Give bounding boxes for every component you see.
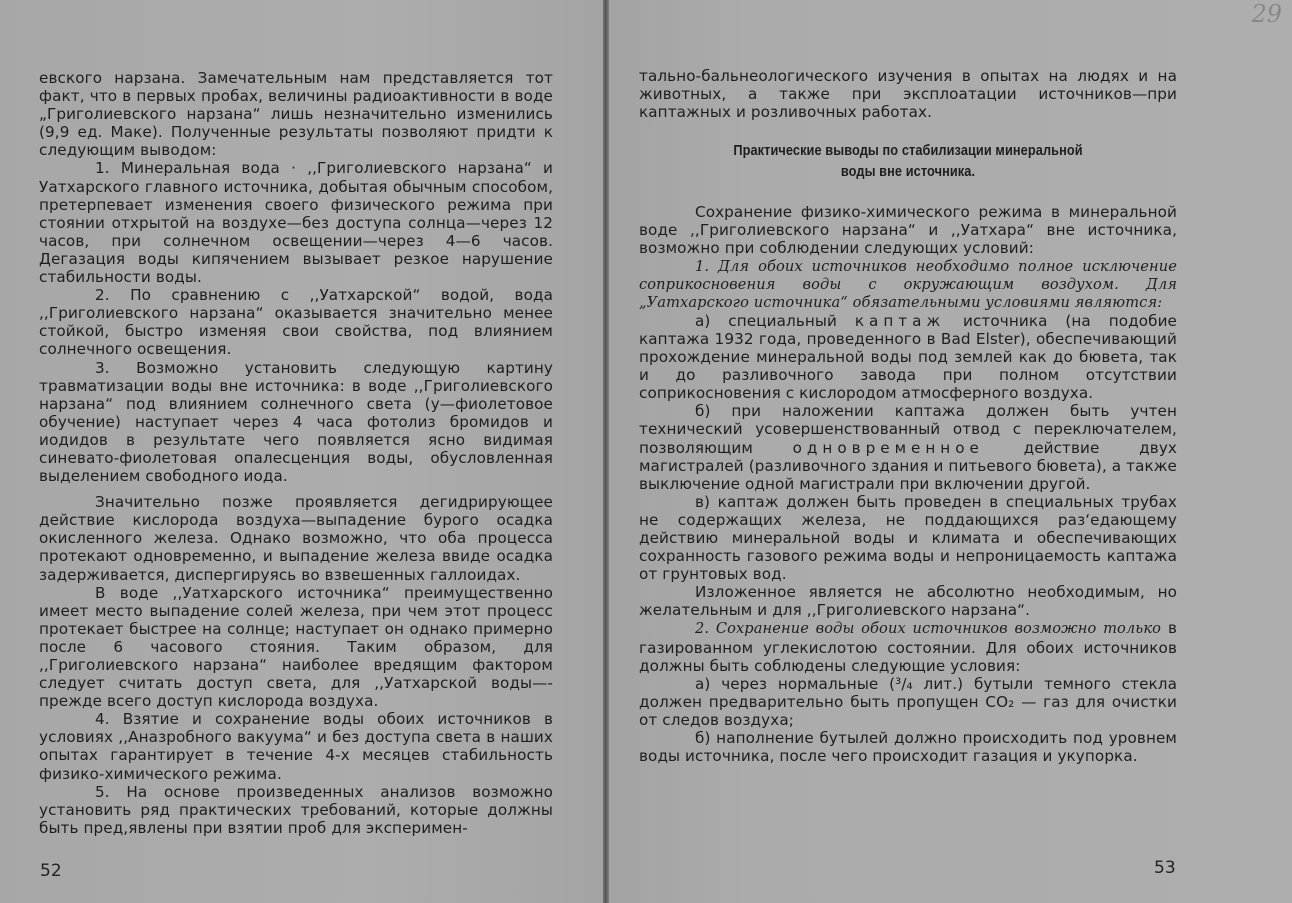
- paragraph: [639, 675, 1177, 729]
- fraction: ³/₄: [895, 674, 913, 693]
- paragraph: Сохранение физико-химического режима в минеральной воде ,,Григолиевского нарзана“ и ,,Уатхара“ вне источника, возможно при соблюдении следующих условий:: [639, 203, 1177, 258]
- heading-line-2: воды вне источника.: [840, 164, 976, 181]
- page-number: 52: [40, 861, 62, 881]
- section-heading: [671, 141, 1144, 183]
- paragraph: б) наполнение бутылей должно происходить под уровнем воды источника, после чего происходит газация и укупорка.: [639, 729, 1177, 766]
- paragraph-italic: 1. Для обоих источников необходимо полное исключение соприкосновения воды с окружающим воздухом. Для „Уатхарского источника“ обязательными условиями являются:: [639, 257, 1177, 311]
- paragraph: [639, 312, 1177, 402]
- archive-stamp: 29: [1251, 0, 1282, 28]
- left-page-text: [39, 69, 553, 837]
- text: в газированном углекислотою состоянии. Для обоих источников должны быть соблюдены следующие условия:: [639, 619, 1177, 675]
- text: б) при наложении каптажа должен быть учтен технический усовершенствованный отвод с переключателем, позволяющим: [639, 402, 1177, 457]
- page-number: 53: [1154, 858, 1176, 878]
- paragraph: тально-бальнеологического изучения в опытах на людях и на животных, а также при эксплоатации источников—при каптажных и розливочных работах.: [639, 67, 1177, 122]
- right-page: [609, 0, 1292, 903]
- paragraph: евского нарзана. Замечательным нам представляется тот факт, что в первых пробах, величины радиоактивности в воде „Григолиевского нарзана“ лишь незначительно изменились (9,9 ед. Маке). Полученные результаты позволяют придти к следующим выводом:: [39, 69, 553, 160]
- paragraph: Изложенное является не абсолютно необходимым, но желательным и для ,,Григолиевского нарзана“.: [639, 583, 1177, 620]
- text: а) специальный: [695, 311, 837, 330]
- paragraph: 4. Взятие и сохранение воды обоих источников в условиях ,,Аназробного вакуума“ и без доступа света в наших опытах гарантирует в течение 4-х месяцев стабильность физико-химического режима.: [39, 710, 553, 783]
- left-page: [0, 0, 603, 903]
- text: действие двух магистралей (разливочного здания и питьевого бювета), а также выключение одной магистрали при включении другой.: [639, 438, 1178, 493]
- text: а) через нормальные (: [695, 674, 896, 693]
- paragraph: [639, 619, 1177, 674]
- paragraph: 1. Минеральная вода · ,,Григолиевского нарзана“ и Уатхарского главного источника, добытая обычным способом, претерпевает изменения своего физического режима при стоянии отхрытой на воздухе—без доступа солнца—через 12 часов, при солнечном освещении—через 4—6 часов. Дегазация воды кипячением вызывает резкое нарушение стабильности воды.: [39, 159, 553, 287]
- spaced-text: каптаж: [854, 311, 946, 330]
- text: лит.) бутыли темного стекла должен предварительно быть пропущен CO₂ — газ для очистки от следов воздуха;: [639, 674, 1177, 729]
- text: источника (на подобие каптажа 1932 года, проведенного в Bad Elster), обеспечивающий прохождение минеральной воды под землей как до бювета, так и до разливочного завода при полном отсутствии соприкосновения с кислородом атмосферного воздуха.: [639, 311, 1177, 403]
- heading-line-1: Практические выводы по стабилизации минеральной: [733, 143, 1083, 160]
- paragraph: [639, 402, 1177, 492]
- right-page-text: [639, 67, 1177, 765]
- paragraph: в) каптаж должен быть проведен в специальных трубах не содержащих железа, не поддающихся раз‘едающему действию минеральной воды и климата и обеспечивающих сохранность газового режима воды и непроницаемость каптажа от грунтовых вод.: [639, 492, 1177, 584]
- spaced-text: одновременное: [792, 438, 984, 457]
- paragraph: 2. По сравнению с ,,Уатхарской“ водой, вода ,,Григолиевского нарзана“ оказывается значительно менее стойкой, быстро изменяя свои свойства, под влиянием солнечного освещения.: [39, 286, 553, 359]
- italic-text: 2. Сохранение воды обоих источников возможно только: [695, 620, 1162, 638]
- paragraph: 3. Возможно установить следующую картину травматизации воды вне источника: в воде ,,Григолиевского нарзана“ под влиянием солнечного света (у—фиолетовое обучение) наступает через 4 часа фотолиз бромидов и иодидов в результате чего появляется ясно видимая синевато-фиолетовая опалесценция воды, обусловленная выделением свободного иода.: [39, 358, 553, 486]
- paragraph: Значительно позже проявляется дегидрирующее действие кислорода воздуха—выпадение бурого осадка окисленного железа. Однако возможно, что оба процесса протекают одновременно, и выпадение железа ввиде осадка задерживается, диспергируясь во взвешенных галлоидах.: [39, 493, 553, 584]
- paragraph: 5. На основе произведенных анализов возможно установить ряд практических требований, которые должны быть пред,явлены при взятии проб для эксперимен-: [39, 782, 553, 837]
- paragraph: В воде ,,Уатхарского источника“ преимущественно имеет место выпадение солей железа, при чем этот процесс протекает быстрее на солнце; наступает он однако примерно после 6 часового стояния. Таким образом, для ,,Григолиевского нарзана“ наиболее вредящим фактором следует считать доступ света, для ,,Уатхарской воды—-прежде всего доступ кислорода воздуха.: [39, 583, 553, 711]
